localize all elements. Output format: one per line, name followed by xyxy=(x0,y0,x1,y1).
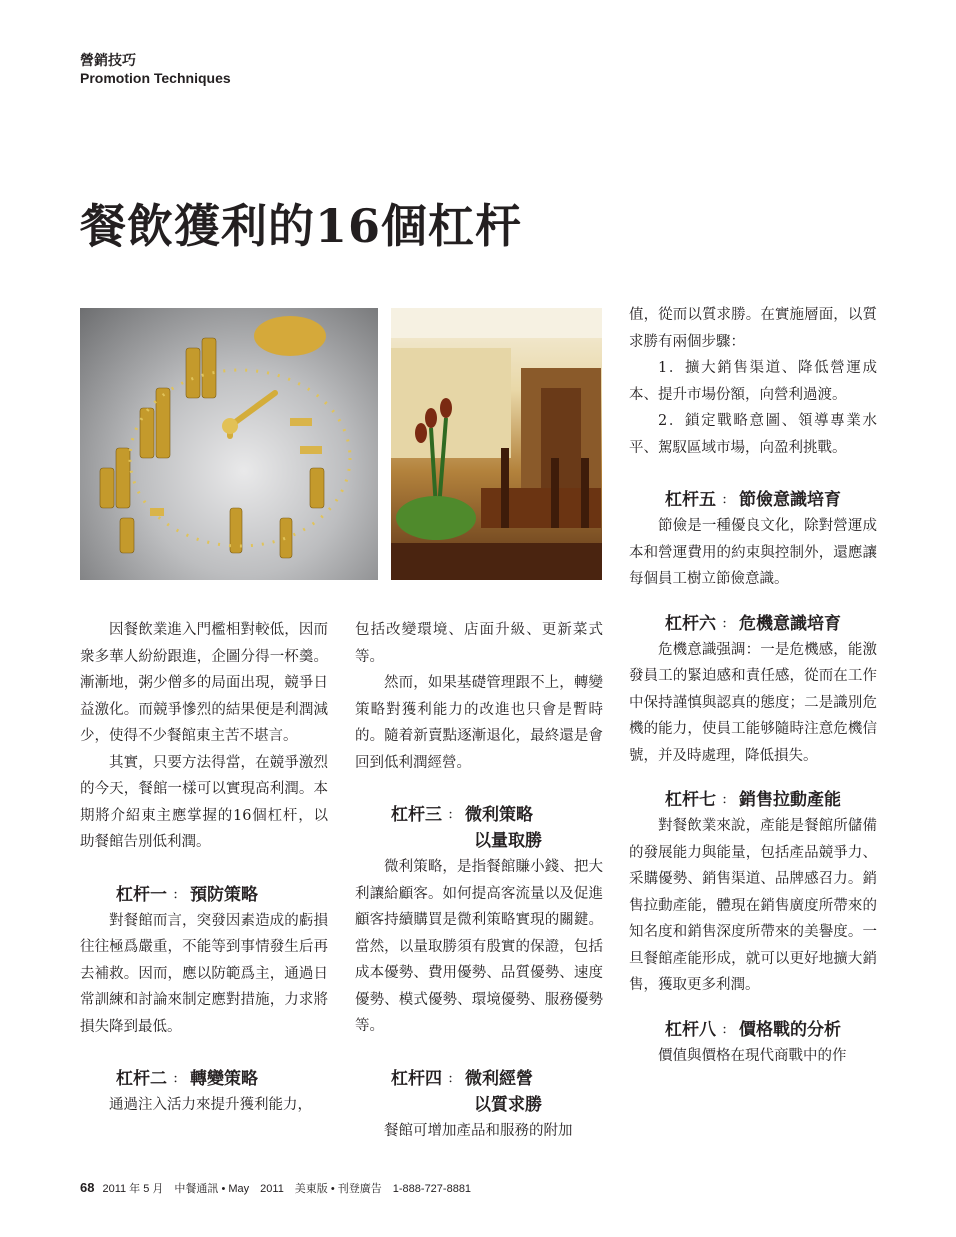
paragraph: 包括改變環境、店面升級、更新菜式等。 xyxy=(355,622,603,665)
heading-colon: ： xyxy=(722,1022,733,1036)
heading-colon: ： xyxy=(722,793,733,806)
paragraph: 通過注入活力來提升獲利能力， xyxy=(109,1097,312,1113)
clock-coins-photo xyxy=(80,308,378,580)
paragraph: 對餐飲業來說，產能是餐館所儲備的發展能力與能量，包括產品競爭力、采購優勢、銷售渠道、品牌感召力。銷售拉動產能，體現在銷售廣度所帶來的知名度和銷售深度所帶來的美譽度。一旦餐館產能形成，就可以更好地擴大銷售，獲取更多利潤。 xyxy=(629,818,877,993)
clock-illustration xyxy=(80,308,378,580)
heading-label: 杠杆八 xyxy=(665,1019,716,1040)
heading-text: 轉變策略 xyxy=(190,1069,258,1089)
section-heading-1 xyxy=(80,882,328,908)
paragraph: 2．鎖定戰略意圖、領導專業水平、駕馭區域市場，向盈利挑戰。 xyxy=(629,413,877,456)
page-number: 68 xyxy=(80,1180,95,1195)
section-heading-7 xyxy=(629,787,877,813)
heading-colon: ： xyxy=(173,887,184,901)
restaurant-illustration xyxy=(391,308,602,580)
heading-text: 銷售拉動產能 xyxy=(739,790,841,810)
restaurant-interior-photo xyxy=(391,308,602,580)
section-heading-3-line2: 以量取勝 xyxy=(474,831,542,851)
section-label-en: Promotion Techniques xyxy=(80,70,231,86)
section-heading-3 xyxy=(355,802,603,828)
heading-colon: ： xyxy=(448,1071,459,1085)
section-label-zh: 營銷技巧 xyxy=(80,53,136,69)
heading-text: 價格戰的分析 xyxy=(739,1019,841,1040)
section-heading-6 xyxy=(629,611,877,637)
paragraph: 價值與價格在現代商戰中的作 xyxy=(658,1047,847,1064)
column-2 xyxy=(355,617,603,1144)
column-3 xyxy=(629,302,877,1069)
heading-label: 杠杆三 xyxy=(391,805,442,825)
paragraph: 餐館可增加產品和服務的附加 xyxy=(384,1122,573,1139)
paragraph: 因餐飲業進入門檻相對較低，因而衆多華人紛紛跟進，企圖分得一杯羹。漸漸地，粥少僧多的局面出現，競爭日益激化。而競爭慘烈的結果便是利潤減少，使得不少餐館東主苦不堪言。 xyxy=(80,622,328,744)
column-1 xyxy=(80,617,328,1119)
paragraph: 1．擴大銷售渠道、降低營運成本、提升市場份額，向營利過渡。 xyxy=(629,360,877,403)
heading-text: 預防策略 xyxy=(190,884,258,905)
heading-colon: ： xyxy=(173,1072,184,1085)
paragraph: 危機意識强調：一是危機感，能激發員工的緊迫感和責任感，從而在工作中保持謹慎與認真的態度；二是識別危機的能力，使員工能够隨時注意危機信號，并及時處理，降低損失。 xyxy=(629,641,877,764)
heading-label: 杠杆二 xyxy=(116,1069,167,1089)
footer-text: 2011 年 5 月 中餐通訊 • May 2011 美東版 • 刊登廣告 1-888-727-8881 xyxy=(102,1183,472,1195)
heading-label: 杠杆七 xyxy=(665,790,716,810)
heading-text: 節儉意識培育 xyxy=(739,490,841,510)
heading-text: 微利策略 xyxy=(465,805,533,825)
paragraph: 值，從而以質求勝。在實施層面，以質求勝有兩個步驟： xyxy=(629,307,877,350)
heading-colon: ： xyxy=(722,493,733,506)
heading-text: 危機意識培育 xyxy=(739,613,841,634)
heading-label: 杠杆五 xyxy=(665,490,716,510)
heading-text: 微利經營 xyxy=(465,1068,533,1089)
heading-colon: ： xyxy=(722,616,733,630)
heading-label: 杠杆一 xyxy=(116,884,167,905)
heading-label: 杠杆六 xyxy=(665,613,716,634)
page-footer xyxy=(80,1180,471,1196)
heading-colon: ： xyxy=(448,808,459,821)
section-heading-4-line2: 以質求勝 xyxy=(474,1094,542,1115)
heading-label: 杠杆四 xyxy=(391,1068,442,1089)
section-heading-2 xyxy=(80,1066,328,1092)
paragraph: 微利策略，是指餐館賺小錢、把大利讓給顧客。如何提高客流量以及促進顧客持續購買是微利策略實現的關鍵。當然，以量取勝須有殷實的保證，包括成本優勢、費用優勢、品質優勢、速度優勢、模式優勢、環境優勢、服務優勢等。 xyxy=(355,859,603,1034)
article-title: 餐飲獲利的16個杠杆 xyxy=(80,199,523,253)
paragraph: 節儉是一種優良文化，除對營運成本和營運費用的約束與控制外，還應讓每個員工樹立節儉意識。 xyxy=(629,518,877,587)
section-heading-8 xyxy=(629,1017,877,1043)
paragraph: 然而，如果基礎管理跟不上，轉變策略對獲利能力的改進也只會是暫時的。隨着新賣點逐漸退化，最終還是會回到低利潤經營。 xyxy=(355,675,603,771)
paragraph: 對餐館而言，突發因素造成的虧損往往極爲嚴重，不能等到事情發生后再去補救。因而，應以防範爲主，通過日常訓練和討論來制定應對措施，力求將損失降到最低。 xyxy=(80,912,328,1035)
paragraph: 其實，只要方法得當，在競爭激烈的今天，餐館一樣可以實現高利潤。本期將介紹東主應掌握的16個杠杆，以助餐館告別低利潤。 xyxy=(80,754,328,850)
section-heading-5 xyxy=(629,487,877,513)
section-heading-4 xyxy=(355,1066,603,1092)
